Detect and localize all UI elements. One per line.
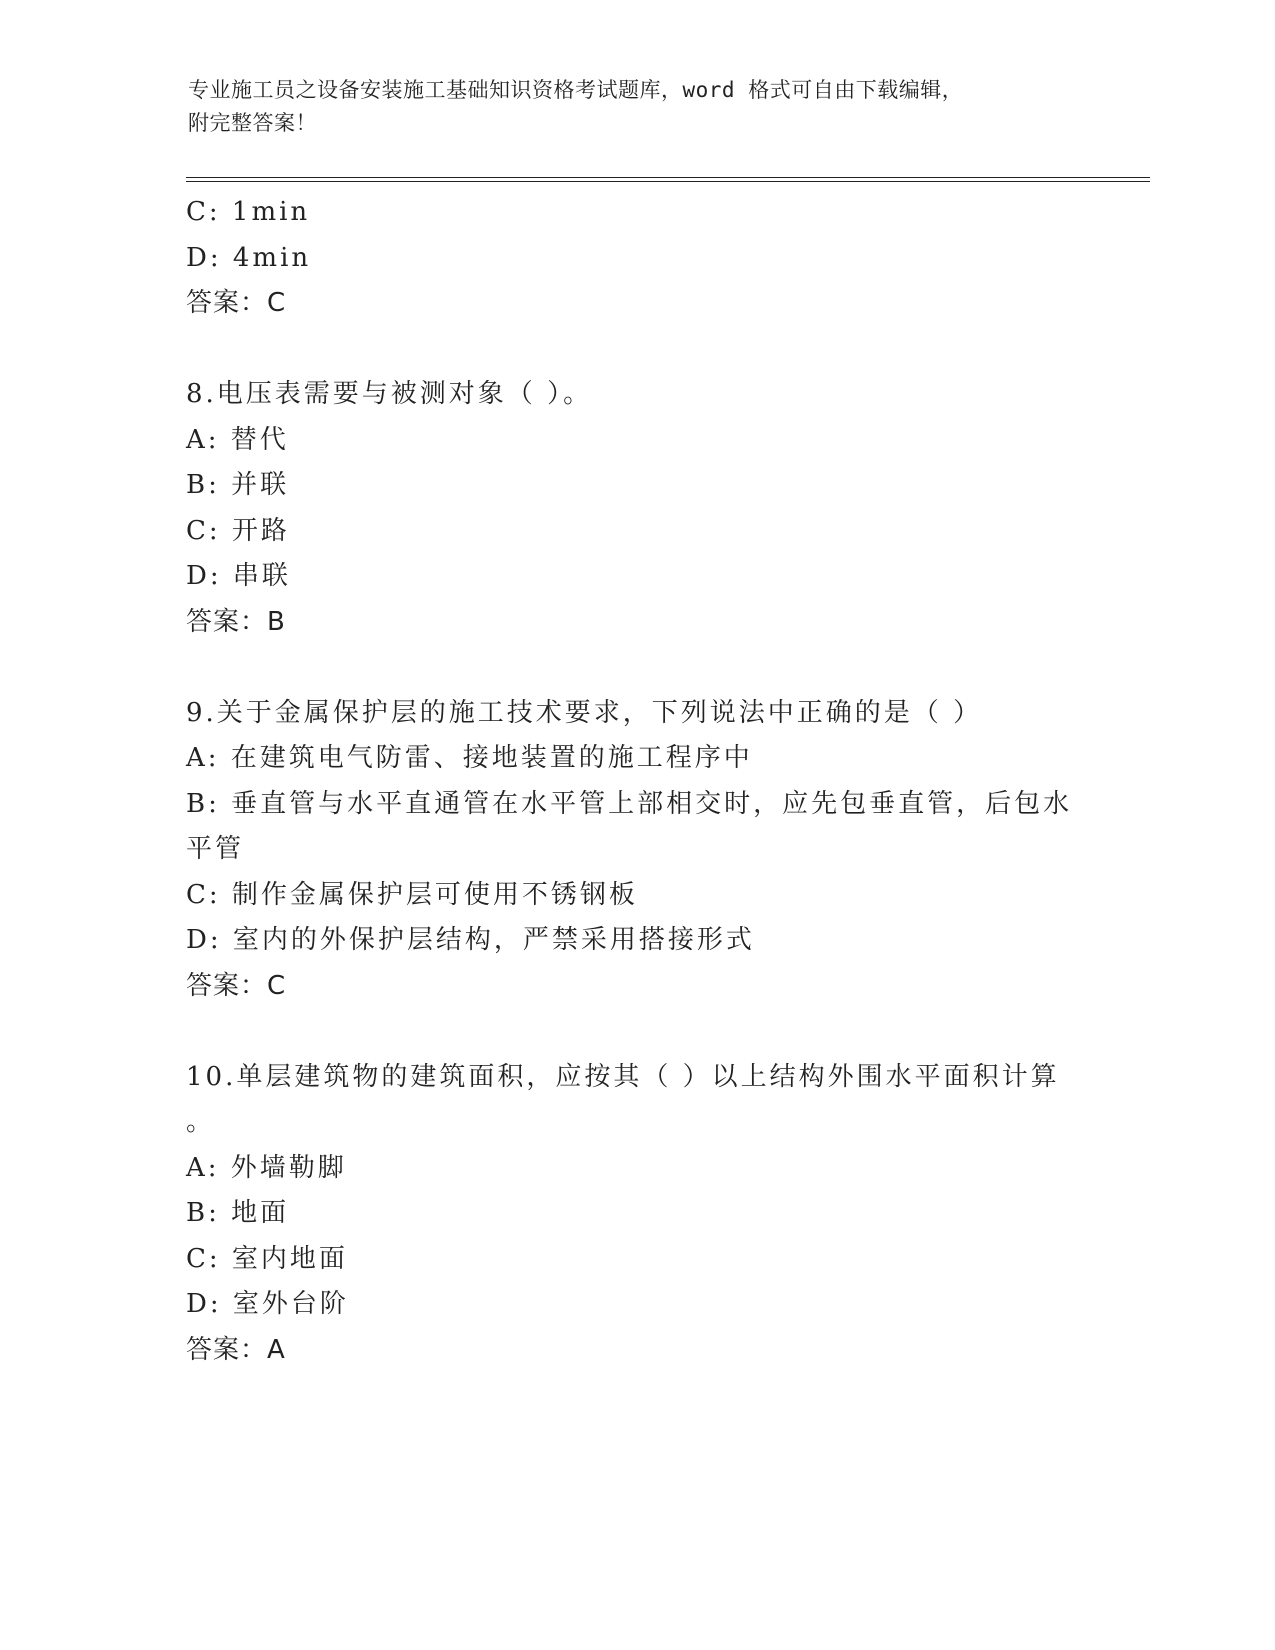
page-header bbox=[188, 74, 1088, 140]
option-c: C: 室内地面 bbox=[186, 1243, 348, 1274]
question-stem: 8.电压表需要与被测对象（ ）。 bbox=[186, 379, 593, 409]
option-c: C: 制作金属保护层可使用不锈钢板 bbox=[186, 879, 638, 910]
answer-label: 答案：A bbox=[186, 1334, 286, 1365]
header-title-line-1: 专业施工员之设备安装施工基础知识资格考试题库，word 格式可自由下载编辑， bbox=[188, 78, 964, 102]
answer-label: 答案：C bbox=[186, 288, 287, 318]
option-c: C: 开路 bbox=[186, 515, 290, 546]
header-divider-bottom bbox=[186, 181, 1150, 182]
option-b: B: 地面 bbox=[186, 1198, 290, 1228]
question-block-prev bbox=[186, 190, 1086, 327]
option-b-line-2: 平管 bbox=[186, 834, 245, 864]
header-divider-top bbox=[186, 177, 1150, 178]
option-b: B: 并联 bbox=[186, 470, 290, 500]
option-a: A: 外墙勒脚 bbox=[186, 1152, 347, 1183]
header-title-line-2: 附完整答案！ bbox=[188, 111, 317, 135]
question-stem-line-2: 。 bbox=[186, 1107, 216, 1137]
option-c: C: 1min bbox=[186, 197, 311, 227]
option-d: D: 串联 bbox=[186, 561, 291, 591]
question-list bbox=[186, 190, 1086, 1373]
spacer bbox=[186, 1009, 1086, 1055]
spacer bbox=[186, 645, 1086, 691]
question-stem: 9.关于金属保护层的施工技术要求，下列说法中正确的是（ ） bbox=[186, 697, 983, 728]
question-block-9 bbox=[186, 691, 1086, 1010]
option-d: D: 4min bbox=[186, 242, 312, 273]
option-a: A: 替代 bbox=[186, 424, 289, 455]
question-block-10 bbox=[186, 1055, 1086, 1374]
question-stem-line-1: 10.单层建筑物的建筑面积，应按其（ ）以上结构外围水平面积计算 bbox=[186, 1061, 1060, 1092]
spacer bbox=[186, 327, 1086, 373]
option-a: A: 在建筑电气防雷、接地装置的施工程序中 bbox=[186, 743, 753, 773]
option-b-line-1: B: 垂直管与水平直通管在水平管上部相交时，应先包垂直管，后包水 bbox=[186, 788, 1073, 819]
answer-label: 答案：C bbox=[186, 970, 287, 1001]
option-d: D: 室内的外保护层结构，严禁采用搭接形式 bbox=[186, 925, 755, 955]
option-d: D: 室外台阶 bbox=[186, 1289, 349, 1319]
question-block-8 bbox=[186, 372, 1086, 645]
answer-label: 答案：B bbox=[186, 606, 286, 637]
